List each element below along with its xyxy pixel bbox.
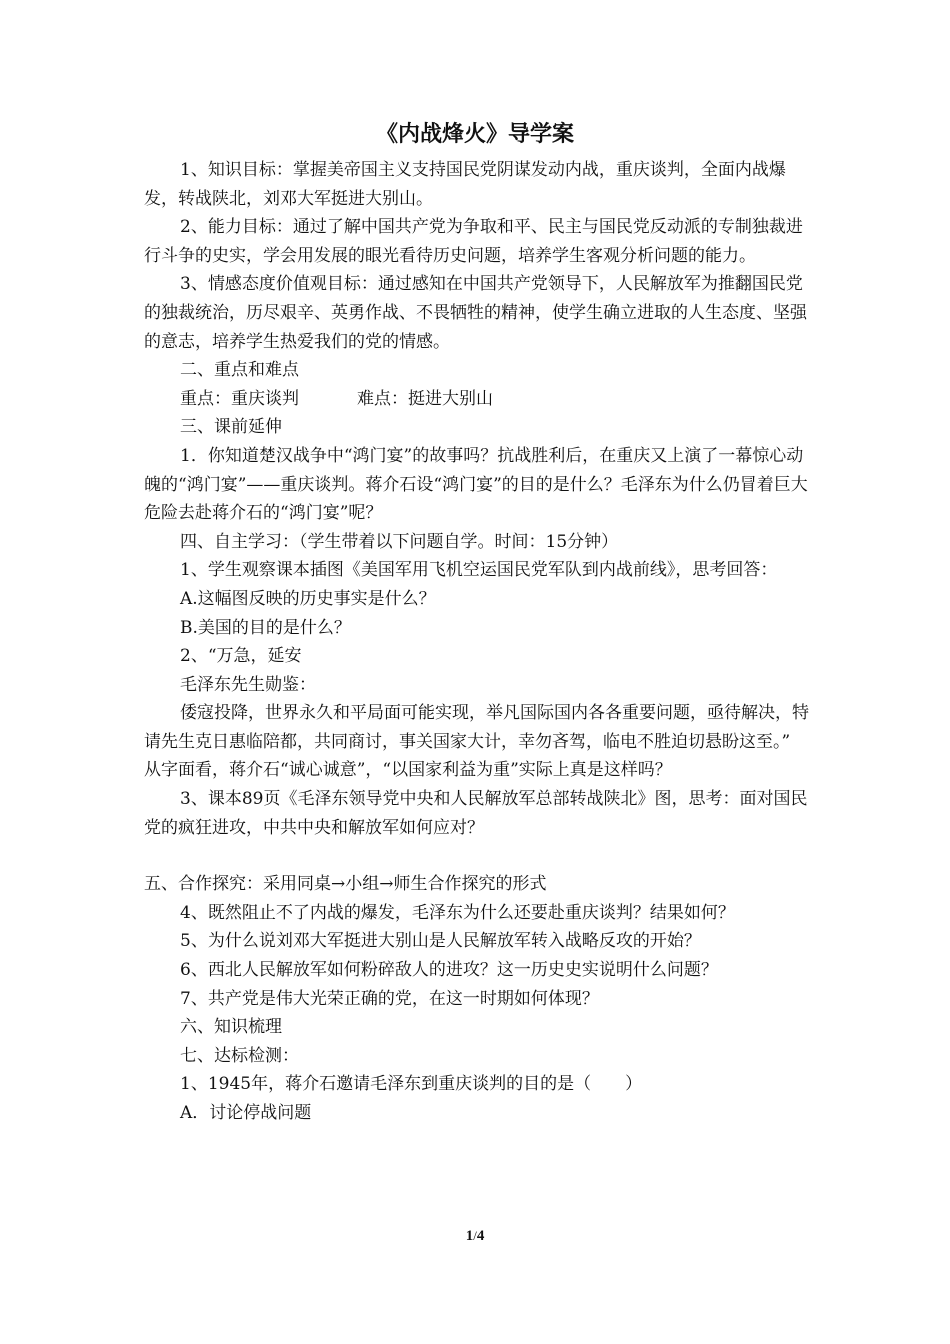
telegram-body: 倭寇投降，世界永久和平局面可能实现，举凡国际国内各各重要问题，亟待解决，特请先生克日惠临陪都，共同商讨，事关国家大计，幸勿吝驾，临电不胜迫切悬盼这至。” <box>144 703 809 752</box>
self-study-question-3: 3、课本89页《毛泽东领导党中央和人民解放军总部转战陕北》图，思考：面对国民党的疯狂进攻，中共中央和解放军如何应对？ <box>144 789 808 838</box>
difficulty-text: 难点：挺进大别山 <box>357 388 493 409</box>
objective-knowledge: 1、知识目标：掌握美帝国主义支持国民党阴谋发动内战，重庆谈判，全面内战爆发，转战陕北，刘邓大军挺进大别山。 <box>144 160 786 209</box>
page-number <box>0 1228 950 1245</box>
blank-line <box>144 842 812 870</box>
self-study-question-2: 2、“万急，延安 <box>180 646 302 667</box>
cooperation-question-5: 5、为什么说刘邓大军挺进大别山是人民解放军转入战略反攻的开始？ <box>180 931 701 952</box>
cooperation-question-4: 4、既然阻止不了内战的爆发，毛泽东为什么还要赴重庆谈判？结果如何？ <box>180 902 735 923</box>
section-heading-summary: 六、知识梳理 <box>180 1017 282 1038</box>
document-body <box>144 156 812 1128</box>
section-heading-key-points: 二、重点和难点 <box>180 360 299 381</box>
cooperation-question-6: 6、西北人民解放军如何粉碎敌人的进攻？这一历史史实说明什么问题？ <box>180 960 718 981</box>
section-heading-test: 七、达标检测： <box>180 1045 299 1066</box>
self-study-question-1: 1、学生观察课本插图《美国军用飞机空运国民党军队到内战前线》，思考回答： <box>180 560 778 581</box>
test-question-1: 1、1945年，蒋介石邀请毛泽东到重庆谈判的目的是（ ） <box>180 1074 643 1095</box>
objective-ability: 2、能力目标：通过了解中国共产党为争取和平、民主与国民党反动派的专制独裁进行斗争的史实，学会用发展的眼光看待历史问题，培养学生客观分析问题的能力。 <box>144 217 803 266</box>
key-point-text: 重点：重庆谈判 <box>180 388 299 409</box>
section-heading-cooperation: 五、合作探究：采用同桌→小组→师生合作探究的形式 <box>144 874 547 895</box>
page-current: 1 <box>465 1228 474 1244</box>
objective-emotion: 3、情感态度价值观目标：通过感知在中国共产党领导下，人民解放军为推翻国民党的独裁统治，历尽艰辛、英勇作战、不畏牺牲的精神，使学生确立进取的人生态度、坚强的意志，培养学生热爱我们的党的情感。 <box>144 274 807 352</box>
telegram-question: 从字面看，蒋介石“诚心诚意”，“以国家利益为重”实际上真是这样吗？ <box>144 760 672 781</box>
telegram-addressee: 毛泽东先生勋鉴： <box>180 674 316 695</box>
page-total: 4 <box>476 1228 485 1244</box>
page-separator: / <box>473 1228 477 1243</box>
document-title: 《内战烽火》导学案 <box>375 122 574 147</box>
preview-question-1: 1．你知道楚汉战争中“鸿门宴”的故事吗？抗战胜利后，在重庆又上演了一幕惊心动魄的“鸿门宴”——重庆谈判。蒋介石设“鸿门宴”的目的是什么？毛泽东为什么仍冒着巨大危险去赴蒋介石的“鸿门宴”呢？ <box>144 445 808 524</box>
section-heading-self-study: 四、自主学习：（学生带着以下问题自学。时间：15分钟） <box>180 531 619 552</box>
self-study-question-1b: B.美国的目的是什么？ <box>180 617 351 638</box>
self-study-question-1a: A.这幅图反映的历史事实是什么？ <box>180 588 436 609</box>
key-points-row <box>144 385 812 414</box>
cooperation-question-7: 7、共产党是伟大光荣正确的党，在这一时期如何体现？ <box>180 988 599 1009</box>
test-question-1-option-a: A．讨论停战问题 <box>180 1103 312 1123</box>
section-heading-preview: 三、课前延伸 <box>180 417 282 438</box>
